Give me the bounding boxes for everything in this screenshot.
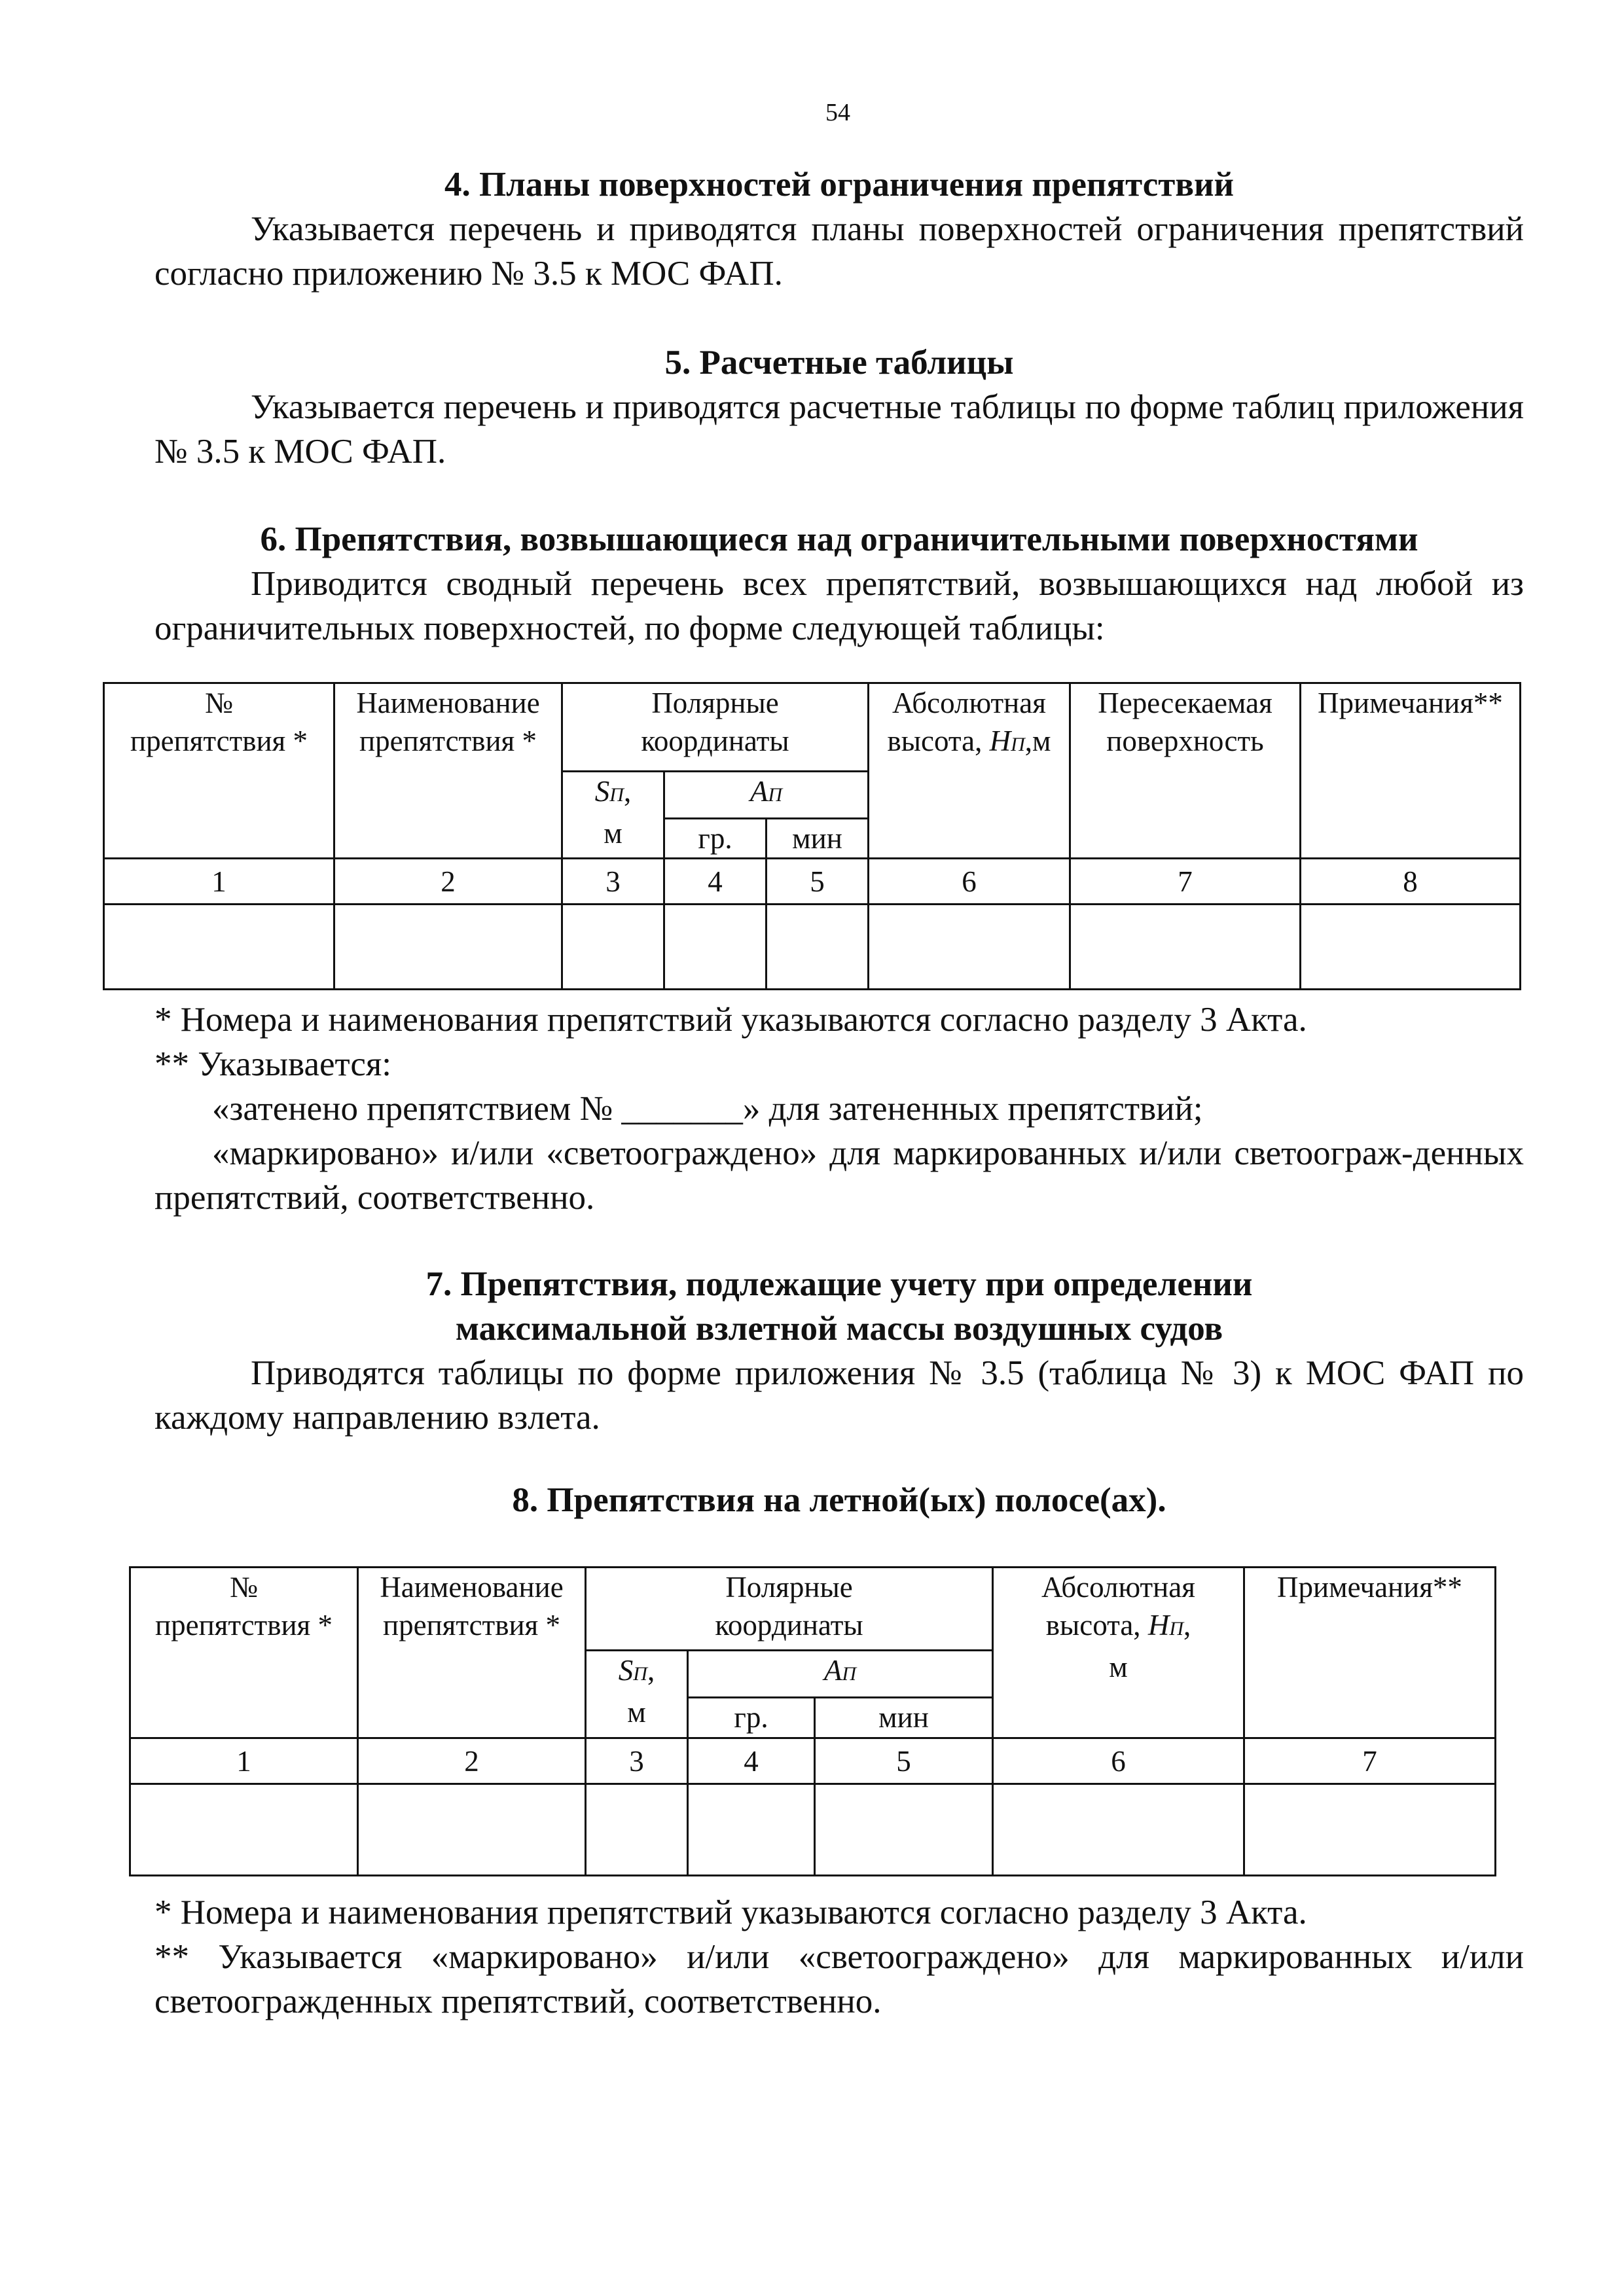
t1-index-2: 2 <box>334 859 562 905</box>
t2-header-a: АП <box>688 1651 993 1698</box>
section-7 <box>154 1262 1524 1440</box>
t1-footnote-shaded: «затенено препятствием № _______» для затененных препятствий; <box>212 1090 1203 1128</box>
t1-index-4: 4 <box>664 859 767 905</box>
obstacles-table-2 <box>129 1566 1496 1876</box>
section-6 <box>154 517 1524 651</box>
t1-index-3: 3 <box>562 859 664 905</box>
t2-header-number: № препятствия * <box>130 1568 358 1738</box>
section-7-heading-line-1: 7. Препятствия, подлежащие учету при определении <box>425 1265 1253 1303</box>
section-5-body: Указывается перечень и приводятся расчетные таблицы по форме таблиц приложения № 3.5 к МОС ФАП. <box>154 388 1524 471</box>
t1-index-6: 6 <box>869 859 1070 905</box>
t2-header-name: Наименование препятствия * <box>358 1568 586 1738</box>
t1-header-number: № препятствия * <box>104 683 334 859</box>
t2-index-7: 7 <box>1244 1738 1496 1784</box>
section-7-body: Приводятся таблицы по форме приложения № 3.5 (таблица № 3) к МОС ФАП по каждому направлению взлета. <box>154 1354 1524 1437</box>
t2-index-6: 6 <box>993 1738 1244 1784</box>
t2-index-row <box>130 1738 1496 1784</box>
t1-index-row <box>104 859 1521 905</box>
t1-header-abs-height: Абсолютная высота, НП,м <box>869 683 1070 859</box>
t1-index-5: 5 <box>767 859 869 905</box>
t1-header-surface: Пересекаемая поверхность <box>1070 683 1301 859</box>
section-6-heading: 6. Препятствия, возвышающиеся над ограничительными поверхностями <box>260 520 1418 558</box>
t2-empty-row <box>130 1784 1496 1876</box>
t1-index-1: 1 <box>104 859 334 905</box>
t2-index-5: 5 <box>815 1738 993 1784</box>
t1-header-notes: Примечания** <box>1301 683 1521 859</box>
section-8 <box>154 1478 1524 1522</box>
t1-footnote-2: ** Указывается: <box>154 1045 391 1083</box>
t1-header-deg: гр. <box>664 819 767 859</box>
section-4-heading: 4. Планы поверхностей ограничения препятствий <box>444 166 1235 204</box>
section-6-body: Приводится сводный перечень всех препятствий, возвышающихся над любой из ограничительных поверхностей, по форме следующей таблицы: <box>154 565 1524 647</box>
t2-footnote-1: * Номера и наименования препятствий указываются согласно разделу 3 Акта. <box>154 1893 1307 1931</box>
t1-header-name: Наименование препятствия * <box>334 683 562 859</box>
t1-header-a: АП <box>664 772 869 819</box>
section-5-heading: 5. Расчетные таблицы <box>664 344 1014 382</box>
t2-index-4: 4 <box>688 1738 815 1784</box>
t2-index-1: 1 <box>130 1738 358 1784</box>
section-7-heading-line-2: максимальной взлетной массы воздушных судов <box>455 1310 1223 1348</box>
section-4 <box>154 162 1524 296</box>
table-2-footnotes <box>154 1890 1524 2024</box>
t1-index-8: 8 <box>1301 859 1521 905</box>
t2-header-s: SП, м <box>586 1651 688 1738</box>
t2-header-notes: Примечания** <box>1244 1568 1496 1738</box>
t2-footnote-2: ** Указывается «маркировано» и/или «светоограждено» для маркированных и/или светоогражденных препятствий, соответственно. <box>154 1938 1524 2020</box>
t2-index-3: 3 <box>586 1738 688 1784</box>
t1-header-min: мин <box>767 819 869 859</box>
section-8-heading: 8. Препятствия на летной(ых) полосе(ах). <box>512 1481 1166 1519</box>
t1-footnote-marked: «маркировано» и/или «светоограждено» для маркированных и/или светоограж-денных препятствий, соответственно. <box>154 1134 1524 1217</box>
t1-header-polar: Полярные координаты <box>562 683 869 772</box>
page-number: 54 <box>825 99 850 126</box>
t1-empty-row <box>104 905 1521 990</box>
t1-header-s: SП, м <box>562 772 664 859</box>
t1-footnote-1: * Номера и наименования препятствий указываются согласно разделу 3 Акта. <box>154 1001 1307 1039</box>
t2-header-deg: гр. <box>688 1698 815 1738</box>
t2-header-abs-height: Абсолютная высота, НП, м <box>993 1568 1244 1738</box>
obstacles-table-1 <box>103 682 1521 990</box>
section-4-body: Указывается перечень и приводятся планы поверхностей ограничения препятствий согласно приложению № 3.5 к МОС ФАП. <box>154 210 1524 293</box>
t1-index-7: 7 <box>1070 859 1301 905</box>
table-1-footnotes <box>154 997 1524 1220</box>
t2-header-polar: Полярные координаты <box>586 1568 993 1651</box>
section-5 <box>154 340 1524 474</box>
t2-header-min: мин <box>815 1698 993 1738</box>
t2-index-2: 2 <box>358 1738 586 1784</box>
